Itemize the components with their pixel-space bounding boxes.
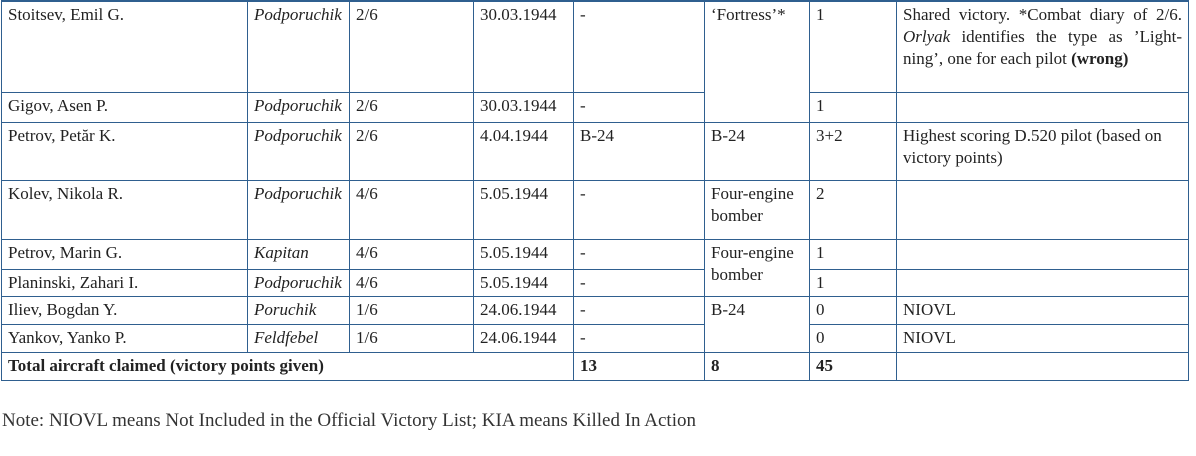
remark: Highest scoring D.520 pilot (based on victory points) <box>897 122 1189 180</box>
table-row <box>2 269 1189 296</box>
pilot-rank: Podporuchik <box>248 122 350 180</box>
total-row <box>2 352 1189 380</box>
total-confirmed: 8 <box>705 352 810 380</box>
remark <box>897 180 1189 239</box>
aircraft-claimed: - <box>574 92 705 122</box>
pilot-name: Kolev, Nikola R. <box>2 180 248 239</box>
remark <box>897 239 1189 269</box>
pilot-unit: 2/6 <box>350 92 474 122</box>
aircraft-claimed: - <box>574 1 705 92</box>
victory-date: 5.05.1944 <box>474 180 574 239</box>
pilot-name: Stoitsev, Emil G. <box>2 1 248 92</box>
aircraft-confirmed: B-24 <box>705 296 810 352</box>
table-row <box>2 180 1189 239</box>
aircraft-confirmed: Four-engine bomber <box>705 239 810 296</box>
table-row <box>2 296 1189 324</box>
pilot-name: Planinski, Zahari I. <box>2 269 248 296</box>
pilot-unit: 2/6 <box>350 122 474 180</box>
victory-date: 30.03.1944 <box>474 1 574 92</box>
victory-points: 1 <box>810 92 897 122</box>
pilot-name: Iliev, Bogdan Y. <box>2 296 248 324</box>
table-row <box>2 1 1189 92</box>
pilot-rank: Podporuchik <box>248 269 350 296</box>
aircraft-confirmed: B-24 <box>705 122 810 180</box>
aircraft-claimed: - <box>574 239 705 269</box>
pilot-rank: Podporuchik <box>248 1 350 92</box>
remark-text-2: identifies the type as ’Light-ning’, one for each pilot <box>903 27 1182 68</box>
victory-points: 1 <box>810 239 897 269</box>
pilot-unit: 4/6 <box>350 239 474 269</box>
aircraft-claimed: - <box>574 269 705 296</box>
total-label: Total aircraft claimed (victory points given) <box>2 352 574 380</box>
victory-points: 0 <box>810 324 897 352</box>
table-row <box>2 324 1189 352</box>
victory-points: 1 <box>810 1 897 92</box>
pilot-rank: Kapitan <box>248 239 350 269</box>
pilot-name: Petrov, Petăr K. <box>2 122 248 180</box>
table-row <box>2 239 1189 269</box>
pilot-name: Yankov, Yanko P. <box>2 324 248 352</box>
pilot-rank: Podporuchik <box>248 92 350 122</box>
victory-date: 24.06.1944 <box>474 324 574 352</box>
pilot-rank: Podporuchik <box>248 180 350 239</box>
pilot-name: Petrov, Marin G. <box>2 239 248 269</box>
remark <box>897 269 1189 296</box>
pilot-unit: 2/6 <box>350 1 474 92</box>
remark <box>897 92 1189 122</box>
total-points: 45 <box>810 352 897 380</box>
aircraft-confirmed: ‘Fortress’* <box>705 1 810 122</box>
remark: NIOVL <box>897 324 1189 352</box>
aircraft-claimed: - <box>574 296 705 324</box>
pilot-unit: 4/6 <box>350 180 474 239</box>
victory-points: 0 <box>810 296 897 324</box>
pilot-unit: 4/6 <box>350 269 474 296</box>
remark-wrong: (wrong) <box>1071 49 1129 68</box>
aircraft-claimed: - <box>574 324 705 352</box>
victory-points: 3+2 <box>810 122 897 180</box>
victory-table <box>1 0 1189 381</box>
victory-date: 30.03.1944 <box>474 92 574 122</box>
victory-points: 2 <box>810 180 897 239</box>
victory-date: 4.04.1944 <box>474 122 574 180</box>
remark: NIOVL <box>897 296 1189 324</box>
table-row <box>2 92 1189 122</box>
remark <box>897 1 1189 92</box>
pilot-unit: 1/6 <box>350 324 474 352</box>
pilot-rank: Feldfebel <box>248 324 350 352</box>
aircraft-claimed: B-24 <box>574 122 705 180</box>
aircraft-confirmed: Four-engine bomber <box>705 180 810 239</box>
victory-points: 1 <box>810 269 897 296</box>
remark-orlyak: Orlyak <box>903 27 951 46</box>
footnote: Note: NIOVL means Not Included in the Official Victory List; KIA means Killed In Action <box>2 410 696 431</box>
table-row <box>2 122 1189 180</box>
pilot-unit: 1/6 <box>350 296 474 324</box>
total-remark <box>897 352 1189 380</box>
victory-date: 5.05.1944 <box>474 269 574 296</box>
victory-date: 5.05.1944 <box>474 239 574 269</box>
aircraft-claimed: - <box>574 180 705 239</box>
remark-text: Shared victory. *Combat diary of 2/6. <box>903 5 1182 24</box>
victory-date: 24.06.1944 <box>474 296 574 324</box>
pilot-rank: Poruchik <box>248 296 350 324</box>
total-claimed: 13 <box>574 352 705 380</box>
pilot-name: Gigov, Asen P. <box>2 92 248 122</box>
